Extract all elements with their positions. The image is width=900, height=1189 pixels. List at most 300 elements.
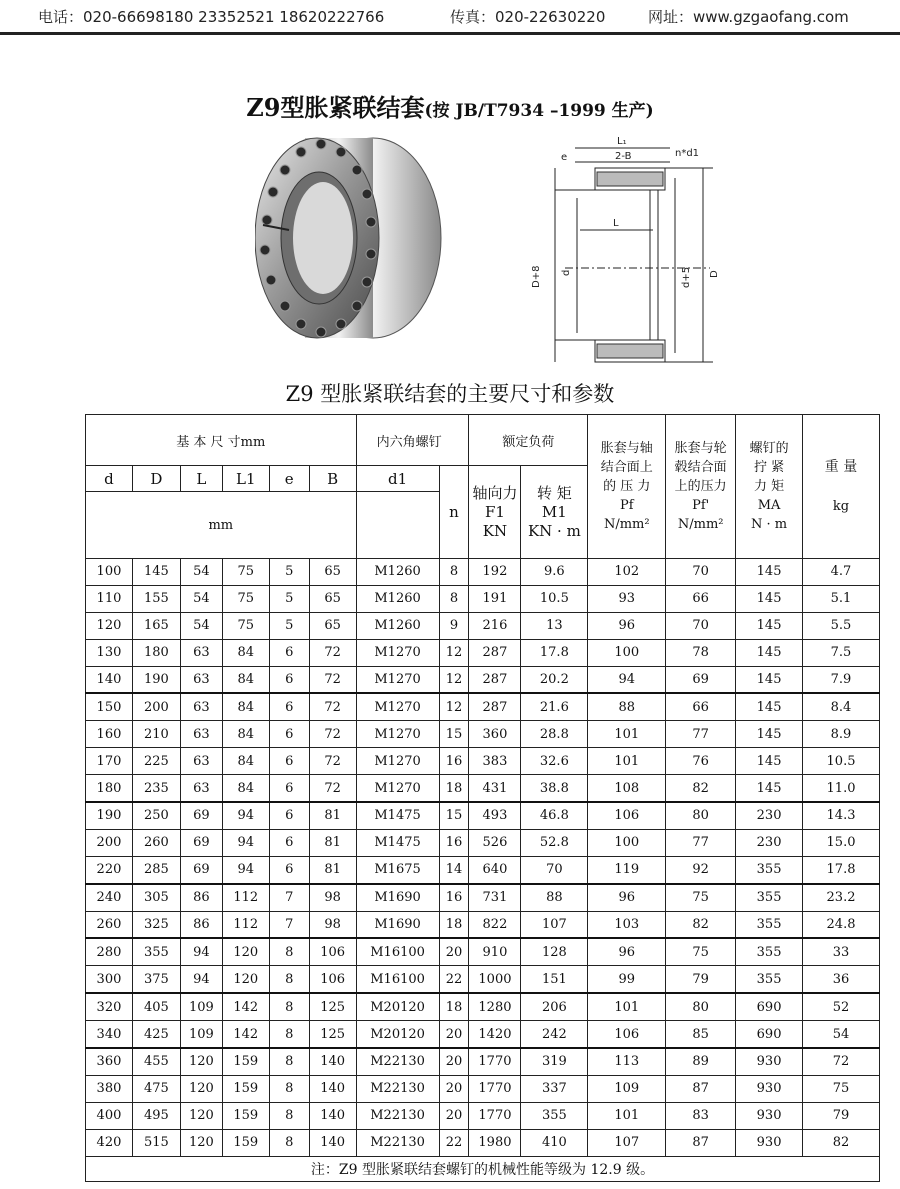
table-cell: 66: [666, 585, 736, 612]
table-cell: 145: [736, 748, 803, 775]
table-cell: 75: [803, 1075, 880, 1102]
table-cell: 120: [180, 1048, 222, 1075]
table-cell: 22: [439, 1129, 469, 1156]
table-cell: 86: [180, 884, 222, 911]
table-cell: 145: [736, 775, 803, 802]
table-cell: 24.8: [803, 911, 880, 938]
table-row: [86, 966, 880, 993]
table-cell: 5: [269, 612, 309, 639]
table-cell: 18: [439, 911, 469, 938]
table-cell: 192: [469, 559, 521, 586]
product-photo: [255, 130, 445, 345]
table-cell: 360: [469, 721, 521, 748]
table-cell: 94: [222, 856, 269, 883]
table-cell: 82: [666, 911, 736, 938]
table-cell: 119: [588, 856, 666, 883]
table-cell: 84: [222, 721, 269, 748]
table-row: [86, 884, 880, 911]
table-cell: M1260: [356, 612, 439, 639]
table-cell: 63: [180, 639, 222, 666]
table-cell: 107: [521, 911, 588, 938]
table-cell: 63: [180, 775, 222, 802]
table-row: [86, 1048, 880, 1075]
table-cell: 88: [588, 693, 666, 720]
table-cell: 8.9: [803, 721, 880, 748]
table-cell: 100: [588, 639, 666, 666]
table-cell: 5.5: [803, 612, 880, 639]
table-cell: 140: [86, 666, 133, 693]
table-cell: 100: [86, 559, 133, 586]
table-cell: 190: [86, 802, 133, 829]
table-cell: 94: [222, 802, 269, 829]
table-cell: 5: [269, 585, 309, 612]
table-row: [86, 856, 880, 883]
table-cell: 33: [803, 938, 880, 965]
table-cell: 8: [269, 1102, 309, 1129]
table-cell: 16: [439, 748, 469, 775]
table-cell: 15: [439, 802, 469, 829]
table-cell: 145: [736, 721, 803, 748]
title-main: Z9型胀紧联结套: [246, 93, 425, 122]
table-cell: 191: [469, 585, 521, 612]
table-cell: 52.8: [521, 829, 588, 856]
table-cell: 140: [309, 1102, 356, 1129]
table-cell: 78: [666, 639, 736, 666]
table-cell: 82: [666, 775, 736, 802]
table-cell: 16: [439, 884, 469, 911]
table-cell: 5: [269, 559, 309, 586]
table-cell: 12: [439, 693, 469, 720]
table-cell: 120: [180, 1075, 222, 1102]
col-f1: 轴向力 F1 KN: [469, 466, 521, 559]
table-cell: 75: [666, 884, 736, 911]
table-cell: 79: [666, 966, 736, 993]
table-cell: 690: [736, 993, 803, 1020]
table-cell: 109: [180, 1021, 222, 1048]
dim-nd1: n*d1: [675, 148, 700, 159]
table-cell: 930: [736, 1048, 803, 1075]
table-cell: 32.6: [521, 748, 588, 775]
col-d: d: [86, 466, 133, 492]
table-cell: 142: [222, 1021, 269, 1048]
table-cell: M22130: [356, 1075, 439, 1102]
table-cell: 159: [222, 1102, 269, 1129]
table-cell: 75: [222, 612, 269, 639]
table-cell: 200: [86, 829, 133, 856]
table-cell: 89: [666, 1048, 736, 1075]
table-cell: 22: [439, 966, 469, 993]
table-cell: 355: [736, 856, 803, 883]
table-cell: 7.9: [803, 666, 880, 693]
table-cell: 150: [86, 693, 133, 720]
table-cell: 103: [588, 911, 666, 938]
table-cell: 120: [180, 1129, 222, 1156]
table-cell: 355: [521, 1102, 588, 1129]
table-cell: 11.0: [803, 775, 880, 802]
table-cell: 101: [588, 721, 666, 748]
table-cell: 7: [269, 884, 309, 911]
table-row: [86, 1102, 880, 1129]
table-cell: 242: [521, 1021, 588, 1048]
table-cell: 8: [439, 585, 469, 612]
table-cell: 54: [180, 585, 222, 612]
table-cell: 69: [180, 856, 222, 883]
table-cell: 355: [736, 911, 803, 938]
table-cell: 96: [588, 612, 666, 639]
header-website: 网址：www.gzgaofang.com: [648, 8, 849, 26]
table-cell: 113: [588, 1048, 666, 1075]
table-cell: 225: [132, 748, 180, 775]
table-cell: 140: [309, 1129, 356, 1156]
table-row: [86, 693, 880, 720]
table-cell: 83: [666, 1102, 736, 1129]
table-row: [86, 559, 880, 586]
table-cell: M16100: [356, 938, 439, 965]
table-cell: 930: [736, 1102, 803, 1129]
table-cell: 52: [803, 993, 880, 1020]
table-cell: 159: [222, 1075, 269, 1102]
table-cell: 320: [86, 993, 133, 1020]
table-cell: 17.8: [803, 856, 880, 883]
table-cell: 69: [666, 666, 736, 693]
dim-2B: 2-B: [615, 151, 632, 162]
table-cell: 80: [666, 802, 736, 829]
table-cell: 165: [132, 612, 180, 639]
dim-L: L: [613, 218, 619, 229]
table-cell: 380: [86, 1075, 133, 1102]
col-pf-header: 胀套与轴 结合面上 的 压 力 Pf N/mm²: [588, 415, 666, 559]
unit-mm: mm: [86, 492, 357, 559]
table-cell: 305: [132, 884, 180, 911]
table-cell: 12: [439, 666, 469, 693]
table-cell: 355: [132, 938, 180, 965]
table-row: [86, 1075, 880, 1102]
table-cell: M1270: [356, 693, 439, 720]
table-cell: 98: [309, 884, 356, 911]
table-cell: M20120: [356, 1021, 439, 1048]
table-cell: 17.8: [521, 639, 588, 666]
dim-d: d: [561, 269, 572, 276]
table-cell: 145: [736, 585, 803, 612]
table-cell: 20: [439, 1075, 469, 1102]
table-cell: 375: [132, 966, 180, 993]
table-cell: 930: [736, 1129, 803, 1156]
table-cell: 6: [269, 693, 309, 720]
table-cell: 526: [469, 829, 521, 856]
table-cell: 96: [588, 938, 666, 965]
table-cell: 20: [439, 1021, 469, 1048]
table-cell: 10.5: [521, 585, 588, 612]
table-cell: 86: [180, 911, 222, 938]
table-row: [86, 666, 880, 693]
table-cell: 72: [309, 666, 356, 693]
table-cell: 87: [666, 1075, 736, 1102]
table-cell: 65: [309, 559, 356, 586]
table-cell: 12: [439, 639, 469, 666]
table-cell: 5.1: [803, 585, 880, 612]
table-cell: 88: [521, 884, 588, 911]
table-cell: 94: [588, 666, 666, 693]
table-cell: 87: [666, 1129, 736, 1156]
table-cell: 383: [469, 748, 521, 775]
table-cell: 99: [588, 966, 666, 993]
table-cell: 425: [132, 1021, 180, 1048]
table-cell: 8: [269, 966, 309, 993]
table-row: [86, 612, 880, 639]
table-cell: 206: [521, 993, 588, 1020]
table-cell: 66: [666, 693, 736, 720]
table-cell: 14: [439, 856, 469, 883]
table-cell: M22130: [356, 1102, 439, 1129]
table-cell: 109: [588, 1075, 666, 1102]
table-cell: M1690: [356, 911, 439, 938]
table-cell: 54: [803, 1021, 880, 1048]
unit-d1-blank: [356, 492, 439, 559]
table-cell: 4.7: [803, 559, 880, 586]
table-cell: 455: [132, 1048, 180, 1075]
table-row: [86, 993, 880, 1020]
table-cell: 140: [309, 1048, 356, 1075]
table-body: [86, 559, 880, 1157]
table-cell: 110: [86, 585, 133, 612]
table-cell: 145: [736, 693, 803, 720]
table-cell: 190: [132, 666, 180, 693]
page-title: [0, 88, 900, 123]
table-cell: 8: [439, 559, 469, 586]
table-cell: M1260: [356, 559, 439, 586]
table-row: [86, 1021, 880, 1048]
table-cell: 6: [269, 856, 309, 883]
table-cell: M1675: [356, 856, 439, 883]
table-cell: 1980: [469, 1129, 521, 1156]
table-cell: 8: [269, 1129, 309, 1156]
table-cell: 54: [180, 559, 222, 586]
table-cell: 94: [180, 938, 222, 965]
table-cell: M1270: [356, 639, 439, 666]
table-cell: 240: [86, 884, 133, 911]
dim-e: e: [561, 152, 568, 163]
table-cell: 151: [521, 966, 588, 993]
table-cell: 101: [588, 993, 666, 1020]
table-cell: 84: [222, 748, 269, 775]
table-cell: 63: [180, 721, 222, 748]
table-cell: 159: [222, 1129, 269, 1156]
table-cell: 287: [469, 693, 521, 720]
table-cell: 130: [86, 639, 133, 666]
table-row: [86, 911, 880, 938]
table-cell: 300: [86, 966, 133, 993]
table-cell: M1270: [356, 775, 439, 802]
table-cell: 109: [180, 993, 222, 1020]
col-L1: L1: [222, 466, 269, 492]
table-cell: 1770: [469, 1102, 521, 1129]
table-cell: 325: [132, 911, 180, 938]
table-cell: 63: [180, 748, 222, 775]
table-cell: 1280: [469, 993, 521, 1020]
table-cell: 145: [736, 559, 803, 586]
col-m1: 转 矩 M1 KN · m: [521, 466, 588, 559]
table-cell: 360: [86, 1048, 133, 1075]
table-cell: 125: [309, 1021, 356, 1048]
header-bar: [0, 0, 900, 35]
table-cell: 690: [736, 1021, 803, 1048]
table-cell: 15: [439, 721, 469, 748]
table-cell: 106: [588, 1021, 666, 1048]
table-cell: 75: [666, 938, 736, 965]
table-cell: 355: [736, 884, 803, 911]
table-cell: M1270: [356, 748, 439, 775]
table-cell: 515: [132, 1129, 180, 1156]
table-cell: 8: [269, 1048, 309, 1075]
table-cell: 63: [180, 666, 222, 693]
table-cell: 96: [588, 884, 666, 911]
table-cell: 72: [309, 721, 356, 748]
table-cell: 36: [803, 966, 880, 993]
table-cell: 102: [588, 559, 666, 586]
dim-L1: L₁: [617, 136, 627, 147]
table-cell: 112: [222, 884, 269, 911]
col-d1: d1: [356, 466, 439, 492]
table-cell: 6: [269, 829, 309, 856]
table-cell: 337: [521, 1075, 588, 1102]
table-cell: 7: [269, 911, 309, 938]
table-cell: 84: [222, 639, 269, 666]
table-cell: 170: [86, 748, 133, 775]
table-cell: 100: [588, 829, 666, 856]
table-cell: 140: [309, 1075, 356, 1102]
table-cell: 280: [86, 938, 133, 965]
table-cell: 210: [132, 721, 180, 748]
table-cell: 495: [132, 1102, 180, 1129]
table-cell: 85: [666, 1021, 736, 1048]
table-cell: 106: [309, 966, 356, 993]
table-row: [86, 938, 880, 965]
table-cell: M1475: [356, 802, 439, 829]
table-cell: 70: [521, 856, 588, 883]
table-row: [86, 1129, 880, 1156]
col-ma-header: 螺钉的 拧 紧 力 矩 MA N · m: [736, 415, 803, 559]
table-row: [86, 721, 880, 748]
table-cell: 70: [666, 612, 736, 639]
table-cell: 72: [803, 1048, 880, 1075]
table-cell: 112: [222, 911, 269, 938]
table-cell: 9: [439, 612, 469, 639]
header-phone: 电话：020-66698180 23352521 18620222766: [38, 8, 385, 26]
table-cell: 200: [132, 693, 180, 720]
table-cell: 1770: [469, 1048, 521, 1075]
table-cell: 285: [132, 856, 180, 883]
table-cell: 910: [469, 938, 521, 965]
table-cell: 1000: [469, 966, 521, 993]
table-cell: 120: [86, 612, 133, 639]
table-cell: 640: [469, 856, 521, 883]
table-cell: 6: [269, 639, 309, 666]
table-cell: 287: [469, 666, 521, 693]
table-cell: 8.4: [803, 693, 880, 720]
table-row: [86, 748, 880, 775]
table-cell: 431: [469, 775, 521, 802]
technical-drawing: [525, 128, 725, 373]
table-cell: 6: [269, 775, 309, 802]
table-cell: 54: [180, 612, 222, 639]
table-cell: 93: [588, 585, 666, 612]
table-cell: 8: [269, 1075, 309, 1102]
col-L: L: [180, 466, 222, 492]
table-cell: 287: [469, 639, 521, 666]
table-cell: M16100: [356, 966, 439, 993]
table-cell: 822: [469, 911, 521, 938]
table-cell: 106: [588, 802, 666, 829]
table-cell: 125: [309, 993, 356, 1020]
col-pf2-header: 胀套与轮 毂结合面 上的压力 Pf' N/mm²: [666, 415, 736, 559]
table-cell: M1475: [356, 829, 439, 856]
col-weight-header: 重 量 kg: [803, 415, 880, 559]
table-cell: 106: [309, 938, 356, 965]
table-cell: 63: [180, 693, 222, 720]
table-cell: 14.3: [803, 802, 880, 829]
table-cell: 77: [666, 829, 736, 856]
table-cell: 340: [86, 1021, 133, 1048]
table-cell: 260: [132, 829, 180, 856]
table-cell: 75: [222, 559, 269, 586]
table-cell: 1420: [469, 1021, 521, 1048]
table-cell: 145: [736, 639, 803, 666]
table-cell: 72: [309, 693, 356, 720]
table-cell: 94: [222, 829, 269, 856]
table-cell: 101: [588, 1102, 666, 1129]
table-cell: 155: [132, 585, 180, 612]
table-cell: 1770: [469, 1075, 521, 1102]
table-cell: 65: [309, 612, 356, 639]
table-cell: 493: [469, 802, 521, 829]
table-cell: 28.8: [521, 721, 588, 748]
table-cell: 20: [439, 1102, 469, 1129]
dim-D8: D+8: [531, 265, 542, 288]
table-cell: M1270: [356, 721, 439, 748]
table-cell: 76: [666, 748, 736, 775]
table-cell: M22130: [356, 1048, 439, 1075]
table-cell: 8: [269, 938, 309, 965]
table-title: Z9 型胀紧联结套的主要尺寸和参数: [285, 382, 615, 406]
table-cell: 7.5: [803, 639, 880, 666]
table-cell: 69: [180, 802, 222, 829]
table-cell: 160: [86, 721, 133, 748]
table-cell: 20: [439, 938, 469, 965]
header-fax: 传真：020-22630220: [450, 8, 606, 26]
table-cell: 94: [180, 966, 222, 993]
table-cell: M22130: [356, 1129, 439, 1156]
table-cell: 13: [521, 612, 588, 639]
table-cell: 319: [521, 1048, 588, 1075]
table-cell: 6: [269, 802, 309, 829]
table-cell: 405: [132, 993, 180, 1020]
table-cell: 81: [309, 829, 356, 856]
table-cell: 230: [736, 802, 803, 829]
table-cell: 220: [86, 856, 133, 883]
col-e: e: [269, 466, 309, 492]
table-cell: 75: [222, 585, 269, 612]
group-rated-load: 额定负荷: [469, 415, 588, 466]
table-cell: M1690: [356, 884, 439, 911]
table-cell: 400: [86, 1102, 133, 1129]
table-cell: 230: [736, 829, 803, 856]
table-cell: 38.8: [521, 775, 588, 802]
table-row: [86, 802, 880, 829]
table-cell: 260: [86, 911, 133, 938]
table-cell: 145: [736, 612, 803, 639]
table-cell: 420: [86, 1129, 133, 1156]
table-cell: 98: [309, 911, 356, 938]
